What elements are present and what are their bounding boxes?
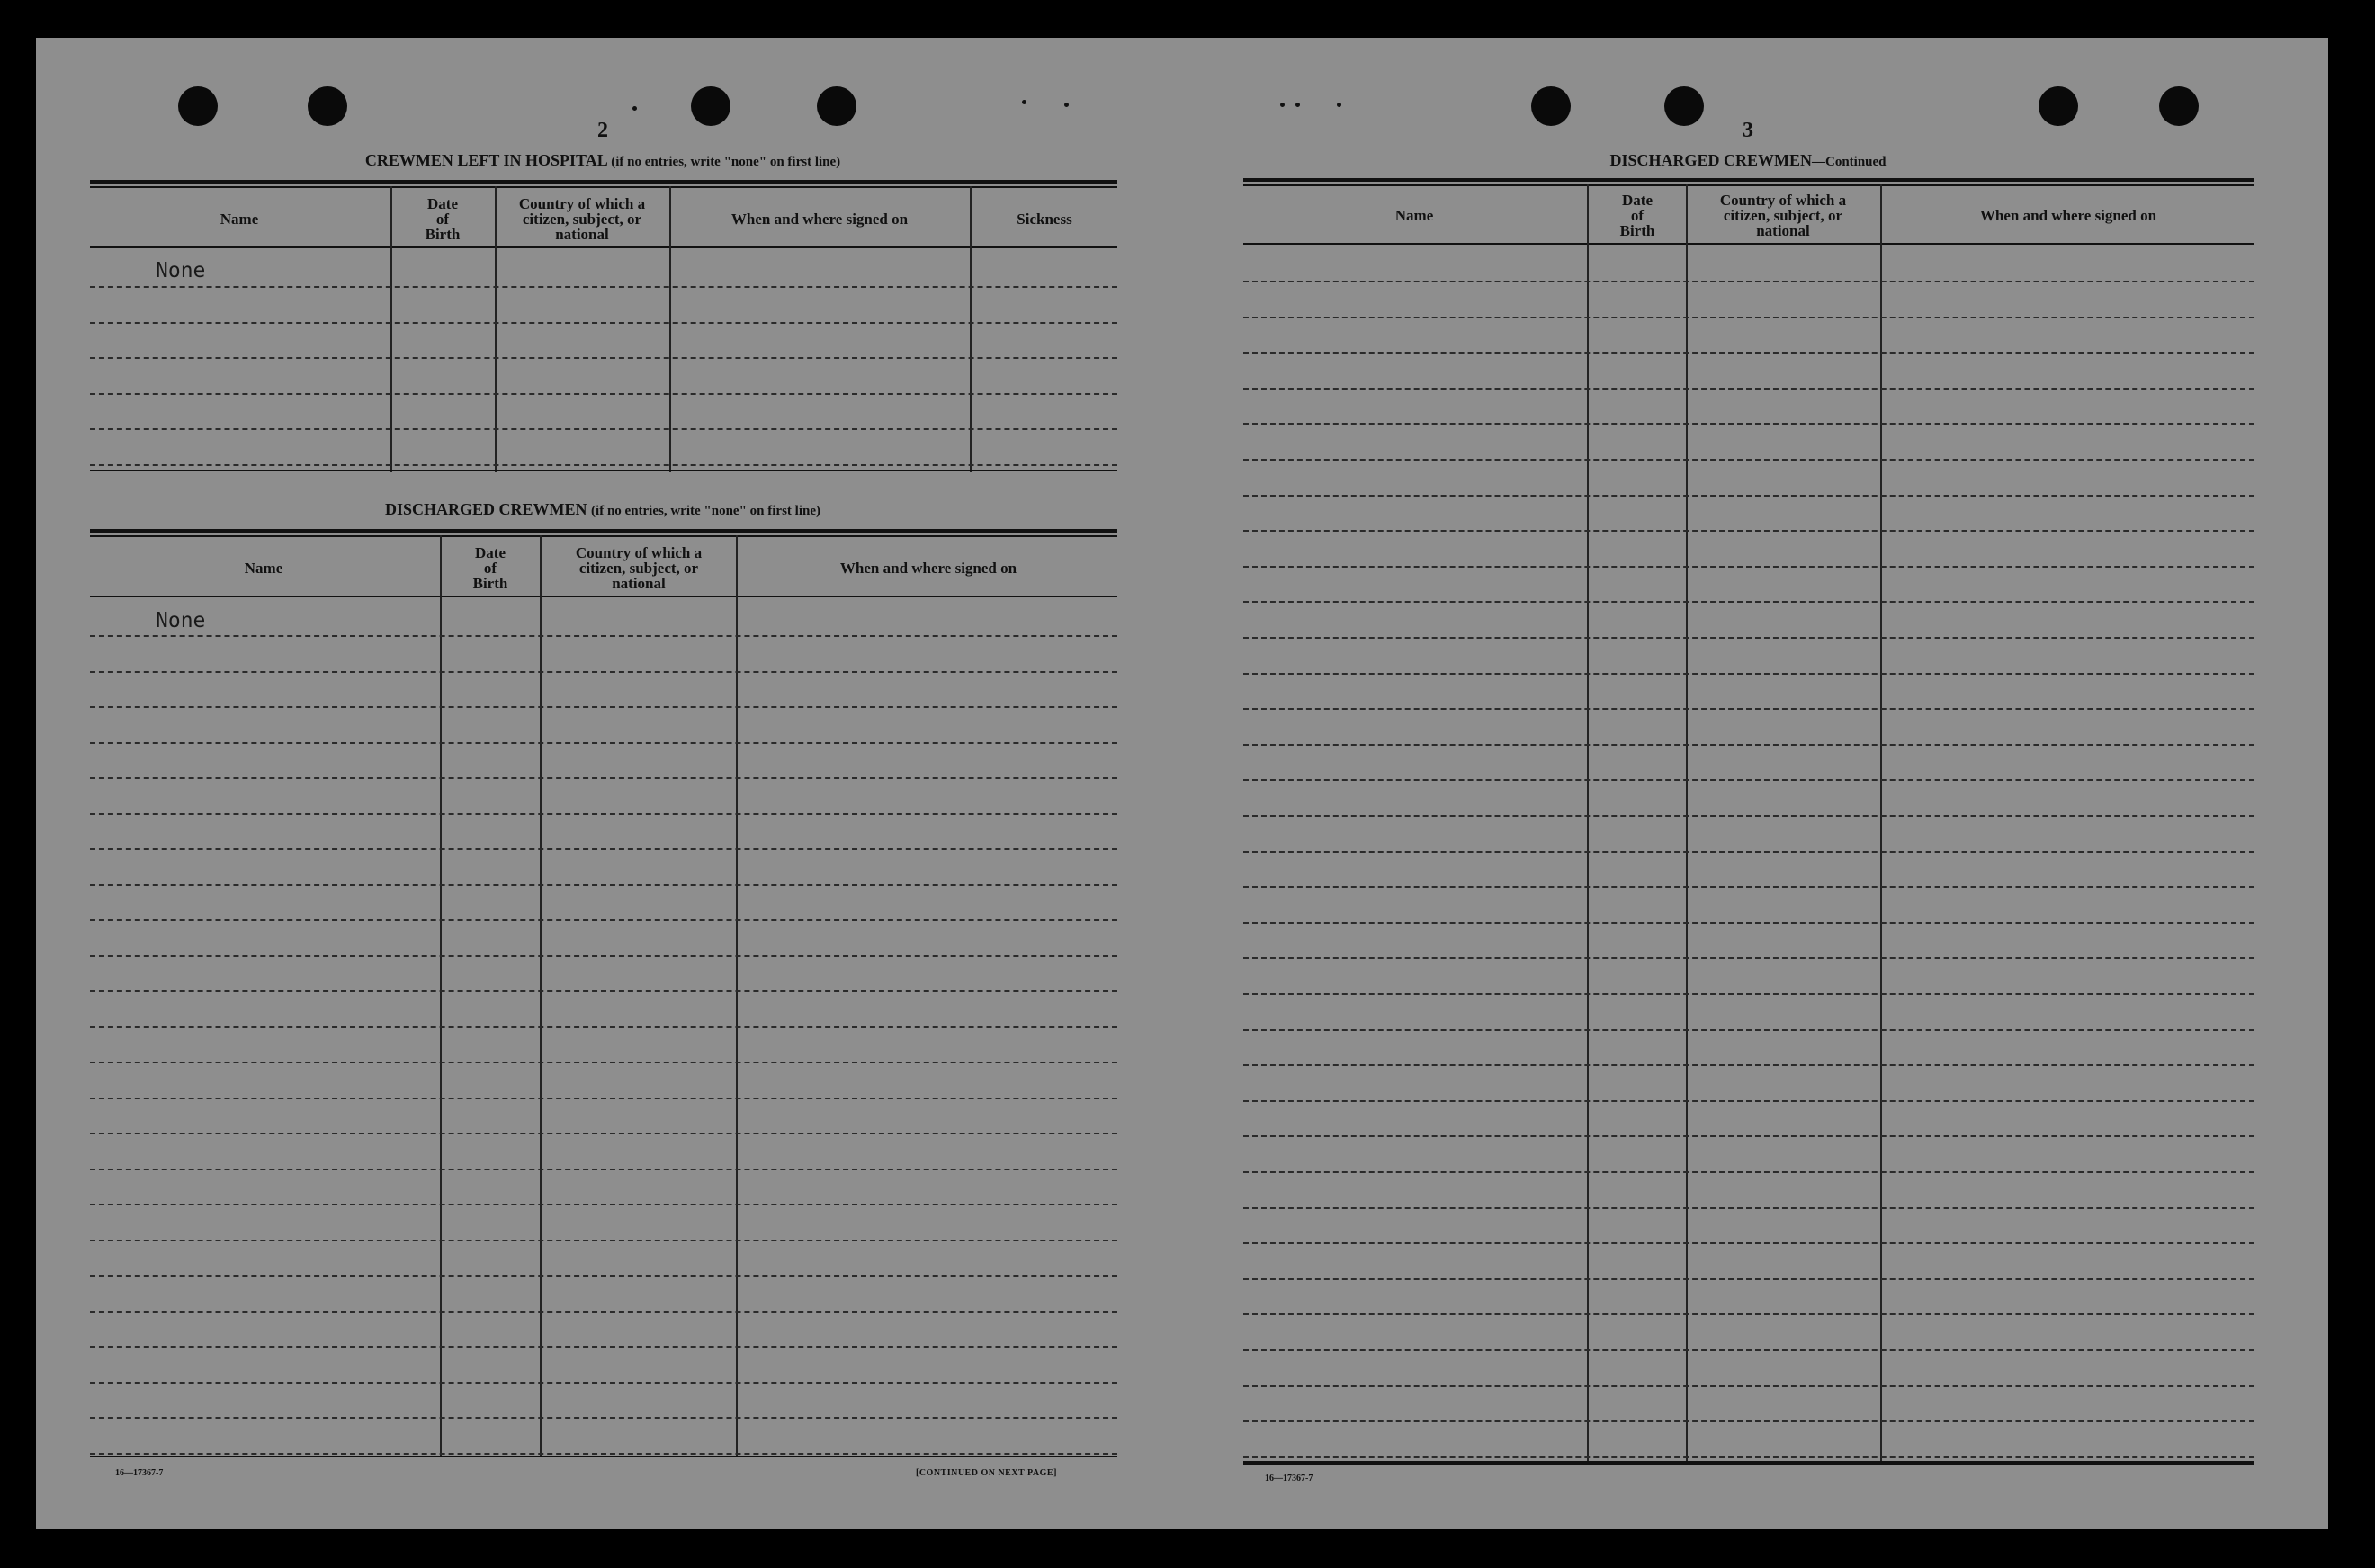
discharged-header-rule xyxy=(90,596,1117,597)
ruled-line xyxy=(1243,708,2254,710)
ruled-line xyxy=(90,286,1117,288)
ruled-line xyxy=(1243,530,2254,532)
discharged-top-rule xyxy=(90,529,1117,533)
ruled-line xyxy=(90,1382,1117,1384)
ruled-line xyxy=(90,322,1117,324)
discharged-top-rule-2 xyxy=(90,535,1117,537)
ruled-line xyxy=(90,1133,1117,1134)
hospital-col-when: When and where signed on xyxy=(730,210,909,228)
form-number: 16—17367-7 xyxy=(115,1468,164,1478)
ruled-line xyxy=(90,706,1117,708)
ruled-line xyxy=(90,357,1117,359)
ruled-line xyxy=(1243,1278,2254,1280)
continued-note: [CONTINUED ON NEXT PAGE] xyxy=(916,1468,1057,1478)
continued-divider xyxy=(1686,184,1688,1462)
ruled-line xyxy=(90,1169,1117,1170)
ruled-line xyxy=(90,1062,1117,1063)
continued-divider xyxy=(1880,184,1882,1462)
punch-hole xyxy=(308,86,347,126)
ruled-line xyxy=(90,919,1117,921)
hospital-col-country: Country of which a citizen, subject, or national xyxy=(518,194,646,243)
discharged-title: DISCHARGED CREWMEN xyxy=(385,500,587,518)
ruled-line xyxy=(1243,1313,2254,1315)
ruled-line xyxy=(90,813,1117,815)
discharged-divider xyxy=(540,535,542,1457)
ruled-line xyxy=(1243,1456,2254,1458)
speck xyxy=(1064,103,1069,107)
ruled-line xyxy=(1243,1029,2254,1031)
ruled-line xyxy=(90,393,1117,395)
ruled-line xyxy=(1243,637,2254,639)
ruled-line xyxy=(90,1275,1117,1277)
discharged-divider xyxy=(736,535,738,1457)
ruled-line xyxy=(1243,779,2254,781)
punch-hole xyxy=(817,86,856,126)
punch-hole xyxy=(2039,86,2078,126)
continued-top-rule-2 xyxy=(1243,184,2254,186)
hospital-col-dob: Date of Birth xyxy=(425,194,461,243)
ruled-line xyxy=(90,955,1117,957)
speck xyxy=(1295,103,1300,107)
continued-title: DISCHARGED CREWMEN xyxy=(1609,151,1812,169)
ruled-line xyxy=(1243,601,2254,603)
continued-header-rule xyxy=(1243,243,2254,245)
ruled-line xyxy=(1243,566,2254,568)
discharged-col-country: Country of which a citizen, subject, or national xyxy=(575,543,703,592)
hospital-col-sickness: Sickness xyxy=(1017,210,1072,228)
ruled-line xyxy=(90,1098,1117,1099)
ruled-line xyxy=(1243,352,2254,354)
discharged-note: (if no entries, write "none" on first line) xyxy=(591,504,820,518)
form-number: 16—17367-7 xyxy=(1265,1474,1313,1483)
discharged-col-name: Name xyxy=(244,559,283,577)
page-number: 3 xyxy=(1743,119,1753,142)
ruled-line xyxy=(1243,317,2254,318)
ruled-line xyxy=(1243,459,2254,461)
discharged-divider xyxy=(440,535,442,1457)
punch-hole xyxy=(1531,86,1571,126)
speck xyxy=(1280,103,1285,107)
discharged-section-title xyxy=(90,500,1116,519)
hospital-title: CREWMEN LEFT IN HOSPITAL xyxy=(364,151,607,169)
continued-top-rule xyxy=(1243,178,2254,182)
punch-hole xyxy=(178,86,218,126)
ruled-line xyxy=(1243,1135,2254,1137)
ruled-line xyxy=(90,1417,1117,1419)
ruled-line xyxy=(1243,1064,2254,1066)
ruled-line xyxy=(90,464,1117,466)
discharged-bottom-rule xyxy=(90,1456,1117,1457)
ruled-line xyxy=(1243,423,2254,425)
ruled-line xyxy=(1243,673,2254,675)
ruled-line xyxy=(1243,1171,2254,1173)
ruled-line xyxy=(90,990,1117,992)
ruled-line xyxy=(1243,886,2254,888)
ruled-line xyxy=(1243,388,2254,390)
ruled-line xyxy=(1243,1100,2254,1102)
ruled-line xyxy=(90,1204,1117,1205)
ruled-line xyxy=(1243,957,2254,959)
speck xyxy=(632,106,637,111)
punch-hole xyxy=(2159,86,2199,126)
continued-suffix: —Continued xyxy=(1812,155,1887,169)
ruled-line xyxy=(1243,281,2254,282)
ruled-line xyxy=(1243,744,2254,746)
ruled-line xyxy=(1243,1420,2254,1422)
discharged-entry-name: None xyxy=(156,609,206,632)
ruled-line xyxy=(90,777,1117,779)
punch-hole xyxy=(691,86,730,126)
ruled-line xyxy=(90,428,1117,430)
hospital-col-name: Name xyxy=(220,210,259,228)
ruled-line xyxy=(1243,851,2254,853)
ruled-line xyxy=(1243,1207,2254,1209)
ruled-line xyxy=(90,671,1117,673)
hospital-section-title xyxy=(90,151,1116,170)
page-number: 2 xyxy=(597,119,608,142)
discharged-col-when: When and where signed on xyxy=(839,559,1017,577)
hospital-note: (if no entries, write "none" on first line) xyxy=(611,155,841,169)
continued-col-when: When and where signed on xyxy=(1979,206,2157,224)
ruled-line xyxy=(1243,1385,2254,1387)
punch-hole xyxy=(1664,86,1704,126)
ruled-line xyxy=(90,848,1117,850)
continued-divider xyxy=(1587,184,1589,1462)
ruled-line xyxy=(90,884,1117,886)
continued-bottom-rule xyxy=(1243,1461,2254,1465)
hospital-top-rule-2 xyxy=(90,186,1117,188)
hospital-header-rule xyxy=(90,246,1117,248)
ruled-line xyxy=(1243,922,2254,924)
ruled-line xyxy=(1243,495,2254,497)
ruled-line xyxy=(1243,993,2254,995)
ruled-line xyxy=(90,1453,1117,1455)
hospital-entry-name: None xyxy=(156,259,206,282)
hospital-bottom-rule xyxy=(90,470,1117,471)
ruled-line xyxy=(90,1311,1117,1313)
continued-col-name: Name xyxy=(1394,206,1434,224)
discharged-col-dob: Date of Birth xyxy=(472,543,508,592)
ruled-line xyxy=(90,1026,1117,1028)
ruled-line xyxy=(90,635,1117,637)
ruled-line xyxy=(90,1240,1117,1241)
speck xyxy=(1022,100,1026,104)
ruled-line xyxy=(1243,815,2254,817)
ruled-line xyxy=(1243,1242,2254,1244)
continued-col-country: Country of which a citizen, subject, or national xyxy=(1719,191,1847,239)
ruled-line xyxy=(90,1346,1117,1348)
hospital-top-rule xyxy=(90,180,1117,184)
continued-section-title xyxy=(1243,151,2253,170)
speck xyxy=(1337,103,1341,107)
document-sheet xyxy=(36,38,2328,1529)
continued-col-dob: Date of Birth xyxy=(1619,191,1655,239)
ruled-line xyxy=(1243,1349,2254,1351)
ruled-line xyxy=(90,742,1117,744)
